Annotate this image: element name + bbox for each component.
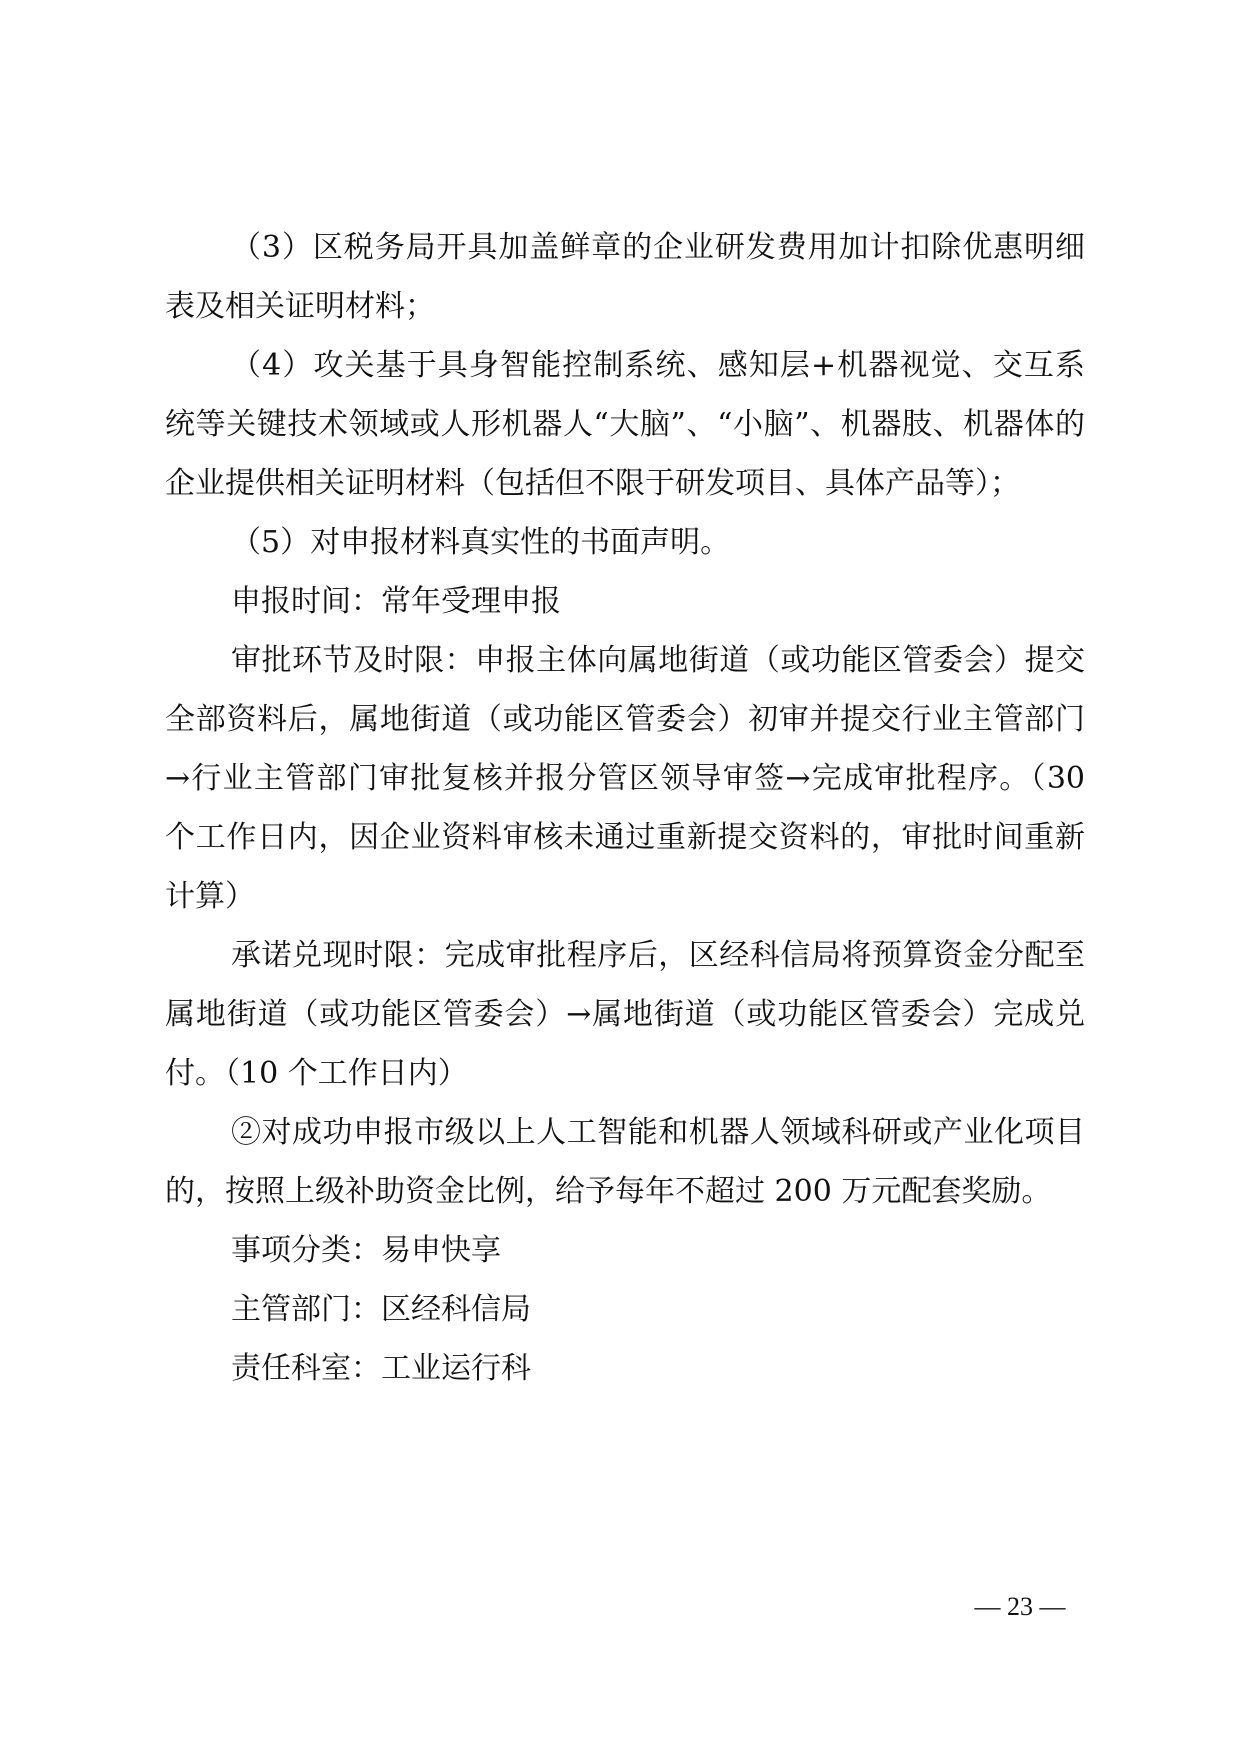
paragraph-item-3: （3）区税务局开具加盖鲜章的企业研发费用加计扣除优惠明细表及相关证明材料； bbox=[165, 230, 1085, 324]
payment-deadline: 承诺兑现时限：完成审批程序后，区经科信局将预算资金分配至属地街道（或功能区管委会）→属地街道（或功能区管委会）完成兑付。（10 个工作日内） bbox=[165, 938, 1085, 1091]
competent-department: 主管部门：区经科信局 bbox=[231, 1292, 531, 1327]
paragraph-item-4: （4）攻关基于具身智能控制系统、感知层+机器视觉、交互系统等关键技术领域或人形机器人“大脑”、“小脑”、机器肢、机器体的企业提供相关证明材料（包括但不限于研发项目、具体产品等）； bbox=[165, 348, 1085, 501]
body-text bbox=[165, 218, 1085, 1398]
policy-item-2: ②对成功申报市级以上人工智能和机器人领域科研或产业化项目的，按照上级补助资金比例，给予每年不超过 200 万元配套奖励。 bbox=[165, 1115, 1085, 1209]
item-category: 事项分类：易申快享 bbox=[231, 1233, 501, 1268]
application-time: 申报时间：常年受理申报 bbox=[231, 584, 561, 619]
page-number: — 23 — bbox=[974, 1592, 1066, 1621]
responsible-office: 责任科室：工业运行科 bbox=[231, 1351, 531, 1386]
approval-process: 审批环节及时限：申报主体向属地街道（或功能区管委会）提交全部资料后，属地街道（或功能区管委会）初审并提交行业主管部门→行业主管部门审批复核并报分管区领导审签→完成审批程序。（30 个工作日内，因企业资料审核未通过重新提交资料的，审批时间重新计算） bbox=[165, 643, 1085, 914]
paragraph-item-5: （5）对申报材料真实性的书面声明。 bbox=[231, 525, 731, 560]
